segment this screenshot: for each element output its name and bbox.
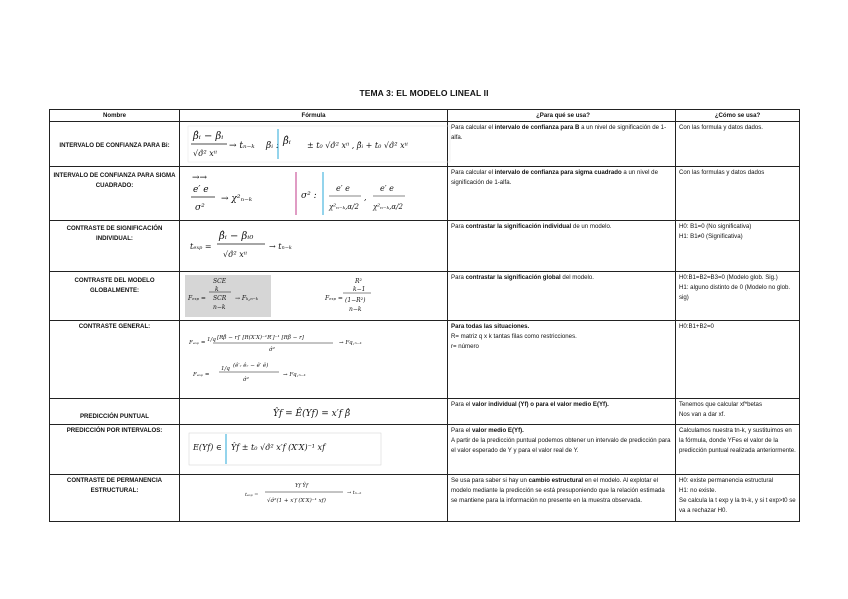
svg-text:β̂ᵢ − βᵢ₀: β̂ᵢ − βᵢ₀ [219, 231, 254, 242]
how-cell: Tenemos que calcular xf*betas Nos van a dar xf. [676, 399, 800, 425]
formula-image [183, 273, 451, 319]
svg-text:Fₑₓₚ =: Fₑₓₚ = [193, 372, 210, 378]
formula-image [183, 400, 451, 423]
svg-text:→ Fₖ,ₙ₋ₖ: → Fₖ,ₙ₋ₖ [235, 295, 258, 302]
header-para-que: ¿Para qué se usa? [448, 110, 676, 122]
svg-text:Ŷf ± t₀ √σ̂² x′f (X′X)⁻¹ xf: Ŷf ± t₀ √σ̂² x′f (X′X)⁻¹ xf [231, 443, 326, 452]
svg-text:(1−R²): (1−R²) [345, 297, 366, 304]
how-cell: Con las formulas y datos dados [676, 167, 800, 221]
table-row [50, 272, 800, 321]
svg-text:e′ e: e′ e [336, 184, 350, 193]
svg-text:Ŷf = Ê(Yf) = x′f β̂: Ŷf = Ê(Yf) = x′f β̂ [273, 409, 351, 419]
use-cell: Para calcular el intervalo de confianza para sigma cuadrado a un nivel de significación de 1-alfa. [448, 167, 676, 221]
svg-text:→ χ²ₙ₋ₖ: → χ²ₙ₋ₖ [221, 194, 253, 204]
formula-image [183, 123, 451, 165]
svg-text:SCR: SCR [213, 295, 227, 302]
svg-text:Yf Ŷf: Yf Ŷf [295, 483, 309, 489]
header-formula: Fórmula [180, 110, 448, 122]
svg-text:β̂ᵢ − βᵢ: β̂ᵢ − βᵢ [193, 131, 224, 142]
svg-text:βᵢ :: βᵢ : [266, 141, 279, 151]
row-name: PREDICCIÓN PUNTUAL [50, 399, 180, 425]
svg-text:→ Fq,ₙ₋ₖ: → Fq,ₙ₋ₖ [339, 340, 362, 346]
svg-text:k−1: k−1 [353, 286, 366, 293]
svg-text:σ̂²: σ̂² [243, 377, 249, 383]
svg-text:→ tₙ₋ₖ: → tₙ₋ₖ [347, 490, 362, 496]
svg-text:SCE: SCE [213, 278, 227, 285]
table-row [50, 399, 800, 425]
formula-image [183, 168, 451, 219]
svg-text:R²: R² [355, 278, 362, 285]
svg-text:tₑₓₚ =: tₑₓₚ = [190, 242, 212, 251]
use-cell: Para contrastar la significación individual de un modelo. [448, 221, 676, 272]
table-row [50, 167, 800, 221]
formula-image [183, 476, 451, 520]
use-cell: Para el valor medio E(Yf). A partir de la predicción puntual podemos obtener un intervalo de predicción para el valor esperado de Y y para el valor real de Y. [448, 425, 676, 475]
how-cell: Con las formula y datos dados. [676, 122, 800, 167]
row-name: CONTRASTE DE SIGNIFICACIÓN INDIVIDUAL: [50, 221, 180, 272]
svg-text:n−k: n−k [349, 306, 362, 313]
svg-text:,: , [364, 193, 367, 202]
svg-text:Fₑₓₚ =: Fₑₓₚ = [189, 340, 206, 346]
svg-text:Fₑₓₚ =: Fₑₓₚ = [188, 295, 206, 302]
svg-text:√σ̂² xⁱⁱ: √σ̂² xⁱⁱ [193, 149, 218, 158]
formula-image [183, 426, 451, 473]
svg-text:Fₑₓₚ =: Fₑₓₚ = [325, 295, 343, 302]
svg-text:√σ̂²(1 + x′f (X′X)⁻¹ xf): √σ̂²(1 + x′f (X′X)⁻¹ xf) [267, 498, 326, 504]
svg-text:→ Fq,ₙ₋ₖ: → Fq,ₙ₋ₖ [283, 372, 306, 378]
formula-cell [180, 399, 448, 425]
svg-text:1/q: 1/q [221, 366, 230, 372]
formula-image [183, 322, 451, 397]
row-name: CONTRASTE DE PERMANENCIA ESTRUCTURAL: [50, 475, 180, 522]
formula-image [183, 222, 451, 270]
row-name: PREDICCIÓN POR INTERVALOS: [50, 425, 180, 475]
table-row [50, 321, 800, 399]
row-name: INTERVALO DE CONFIANZA PARA Bi: [50, 122, 180, 167]
row-name: CONTRASTE DEL MODELO GLOBALMENTE: [50, 272, 180, 321]
svg-text:σ̂²: σ̂² [269, 347, 275, 353]
table-row [50, 425, 800, 475]
svg-text:√σ̂² xⁱⁱ: √σ̂² xⁱⁱ [223, 250, 248, 259]
svg-text:σ² :: σ² : [301, 191, 317, 201]
svg-text:1/q: 1/q [207, 337, 216, 343]
how-cell: Calculamos nuestra tn-k, y sustituimos en la fórmula, donde YFes el valor de la predicción puntual realizada anteriormente. [676, 425, 800, 475]
header-nombre: Nombre [50, 110, 180, 122]
header-como: ¿Cómo se usa? [676, 110, 800, 122]
formula-cell [180, 475, 448, 522]
how-cell: H0: B1=0 (No significativa) H1: B1≠0 (Significativa) [676, 221, 800, 272]
svg-text:E(Yf) ∈: E(Yf) ∈ [193, 443, 222, 452]
svg-text:e′ e: e′ e [380, 184, 394, 193]
row-name: CONTRASTE GENERAL: [50, 321, 180, 399]
header-row [50, 110, 800, 122]
svg-text:β̂ᵢ: β̂ᵢ [283, 136, 291, 147]
svg-text:k: k [215, 286, 219, 293]
how-cell: H0:B1=B2=B3=0 (Modelo glob. Sig.) H1: alguno distinto de 0 (Modelo no glob. sig) [676, 272, 800, 321]
table-row [50, 122, 800, 167]
page-title: TEMA 3: EL MODELO LINEAL II [359, 88, 489, 98]
svg-text:→ tₙ₋ₖ: → tₙ₋ₖ [269, 242, 292, 251]
svg-text:e′ e: e′ e [193, 185, 209, 195]
svg-text:→ tₙ₋ₖ: → tₙ₋ₖ [229, 141, 255, 151]
how-cell: H0: existe permanencia estructural H1: no existe. Se calcula la t exp y la tn-k, y si t exp>t0 se va a rechazar H0. [676, 475, 800, 522]
formula-cell [180, 167, 448, 221]
formula-cell [180, 321, 448, 399]
svg-text:tₑₓₚ =: tₑₓₚ = [245, 492, 259, 498]
use-cell: Para todas las situaciones. R= matriz q x k tantas filas como restricciones. r= número [448, 321, 676, 399]
svg-text:χ²ₙ₋ₖ,α/2: χ²ₙ₋ₖ,α/2 [373, 203, 403, 211]
formula-table [49, 109, 800, 522]
svg-text:[Rβ̂ − r]′ [R(X′X)⁻¹R′]⁻¹ [Rβ̂: [Rβ̂ − r]′ [R(X′X)⁻¹R′]⁻¹ [Rβ̂ − r] [217, 335, 304, 341]
formula-cell [180, 221, 448, 272]
use-cell: Para contrastar la significación global del modelo. [448, 272, 676, 321]
use-cell: Para calcular el intervalo de confianza para B a un nivel de significación de 1-alfa. [448, 122, 676, 167]
svg-text:σ²: σ² [195, 203, 205, 213]
use-cell: Se usa para saber si hay un cambio estructural en el modelo. Al explotar el modelo mediante la predicción se está presuponiendo que la relación estimada se mantiene para la información no presente en la muestra observada. [448, 475, 676, 522]
table-row [50, 475, 800, 522]
row-name: INTERVALO DE CONFIANZA PARA SIGMA CUADRADO: [50, 167, 180, 221]
svg-text:(ê′ᵣ êᵣ − ê′ ê): (ê′ᵣ êᵣ − ê′ ê) [233, 363, 269, 369]
svg-text:± t₀ √σ̂² xⁱⁱ , β̂ᵢ + t₀ √σ̂²: ± t₀ √σ̂² xⁱⁱ , β̂ᵢ + t₀ √σ̂² xⁱⁱ [307, 141, 408, 150]
formula-cell [180, 122, 448, 167]
formula-cell [180, 272, 448, 321]
how-cell: H0:B1+B2=0 [676, 321, 800, 399]
svg-text:→→: →→ [192, 173, 208, 183]
formula-cell [180, 425, 448, 475]
svg-text:n−k: n−k [213, 304, 226, 311]
svg-text:χ²ₙ₋ₖ,α/2: χ²ₙ₋ₖ,α/2 [329, 203, 359, 211]
table-row [50, 221, 800, 272]
use-cell: Para el valor individual (Yf) o para el valor medio E(Yf). [448, 399, 676, 425]
